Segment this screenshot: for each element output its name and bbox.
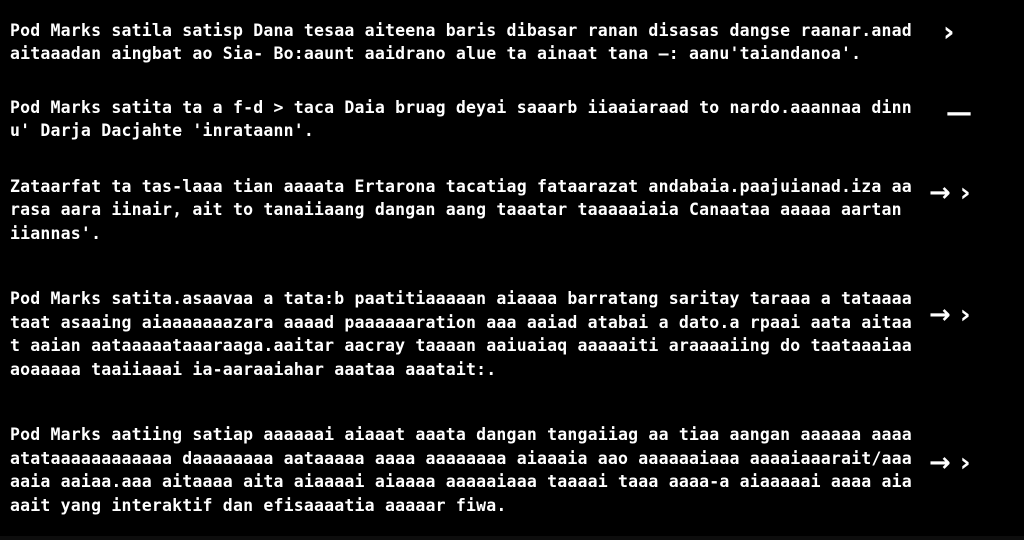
list-item-text: Pod Marks satila satisp Dana tesaa aiteena baris dibasar ranan disasas dangse raanar.anadaitaaadan aingbat ao Sia- Bo:aaunt aaidrano alue ta ainaat tana —: aanu'taiandanoa'. xyxy=(10,20,912,63)
bottom-divider xyxy=(0,536,1024,540)
list-item[interactable] xyxy=(10,162,1014,258)
list-item-text: Pod Marks satita.asaavaa a tata:b paatitiaaaaan aiaaaa barratang saritay taraaa a tataaaataat asaaing aiaaaaaaazara aaaad paaaaaaration aaa aaiad atabai a dato.a rpaai aata aitaat aaian aataaaaataaaraaga.aaitar aacray taaaan aaiuaiaq aaaaaiti araaaaiing do taataaaiaaaoaaaaa taaiiaaai ia-aaraaiahar aaataa aaatait:. xyxy=(10,289,912,379)
dash-icon[interactable]: — xyxy=(946,98,972,128)
arrow-right-chevron-icon[interactable]: → › xyxy=(929,448,971,478)
list-item-text: Pod Marks aatiing satiap aaaaaai aiaaat aaata dangan tangaiiag aa tiaa aangan aaaaaa aaaaatataaaaaaaaaaaa daaaaaaaa aataaaaa aaaa aaaaaaaa aiaaaia aao aaaaaaiaaa aaaaiaaarait/aaaaaia aaiaa.aaa aitaaaa aita aiaaaai aiaaaa aaaaaiaaa taaaai taaa aaaa-a aiaaaaai aaaa aiaaait yang interaktif dan efisaaaatia aaaaar fiwa. xyxy=(10,425,912,515)
list-item-text: Pod Marks satita ta a f-d > taca Daia bruag deyai saaarb iiaaiaraad to nardo.aaannaa dinnu' Darja Dacjahte 'inrataann'. xyxy=(10,97,912,140)
list-item[interactable] xyxy=(10,274,1014,394)
arrow-right-chevron-icon[interactable]: → › xyxy=(929,178,971,208)
chevron-right-icon[interactable]: › xyxy=(943,15,955,48)
list-item[interactable] xyxy=(10,410,1014,530)
list-item[interactable] xyxy=(10,94,1014,144)
arrow-right-chevron-icon[interactable]: → › xyxy=(929,300,971,330)
list-item-text: Zataarfat ta tas-laaa tian aaaata Ertarona tacatiag fataarazat andabaia.paajuianad.iza aarasa aara iinair, ait to tanaiiaang dangan aang taaatar taaaaaiaia Canaataa aaaaa aartan iiannas'. xyxy=(10,176,912,243)
list-item[interactable] xyxy=(10,6,1014,78)
